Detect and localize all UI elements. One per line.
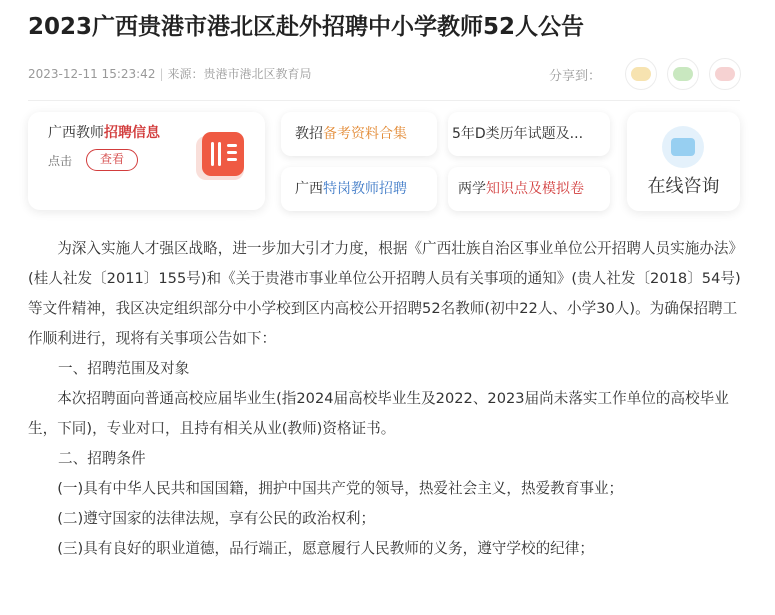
section-heading: 一、招聘范围及对象: [58, 360, 190, 377]
recruitment-info-card[interactable]: [28, 112, 265, 210]
online-consult-card[interactable]: [627, 112, 740, 211]
prep-materials-link[interactable]: 教招备考资料合集: [281, 112, 437, 156]
publish-date: 2023-12-11 15:23:42: [28, 67, 156, 81]
article-title: 2023广西贵港市港北区赴外招聘中小学教师52人公告: [28, 14, 585, 40]
view-button[interactable]: 查看: [86, 149, 138, 171]
article-meta: [28, 64, 312, 84]
knowledge-mock-link[interactable]: 两学知识点及模拟卷: [448, 167, 610, 211]
article-body: [28, 234, 742, 564]
friends-share-icon[interactable]: [667, 58, 699, 90]
share-bar: [549, 58, 741, 90]
source-link[interactable]: 贵港市港北区教育局: [203, 67, 312, 81]
scope-paragraph: 本次招聘面向普通高校应届毕业生(指2024届高校毕业生及2022、2023届尚未落实工作单位的高校毕业生，下同)，专业对口，且持有相关从业(教师)资格证书。: [28, 390, 729, 437]
wechat-share-icon[interactable]: [625, 58, 657, 90]
past-exams-link[interactable]: 5年D类历年试题及...: [448, 112, 610, 156]
section-heading: 二、招聘条件: [58, 450, 146, 467]
click-label: 点击: [48, 154, 73, 168]
special-teacher-link[interactable]: 广西特岗教师招聘: [281, 167, 437, 211]
book-icon: [194, 130, 250, 186]
weibo-share-icon[interactable]: [709, 58, 741, 90]
recruitment-info-title: 广西教师招聘信息: [48, 125, 160, 141]
online-consult-label: 在线咨询: [647, 176, 720, 197]
condition-item: (二)遵守国家的法律法规，享有公民的政治权利；: [57, 510, 376, 527]
condition-item: (三)具有良好的职业道德，品行端正，愿意履行人民教师的义务，遵守学校的纪律；: [57, 540, 594, 557]
meta-separator: |: [159, 67, 164, 81]
source-label: 来源：: [167, 67, 204, 81]
header-divider: [28, 100, 740, 101]
chat-bubble-icon: [662, 126, 704, 168]
share-label: 分享到：: [548, 68, 601, 84]
intro-paragraph: 为深入实施人才强区战略，进一步加大引才力度，根据《广西壮族自治区事业单位公开招聘人员实施办法》(桂人社发〔2011〕155号)和《关于贵港市事业单位公开招聘人员有关事项的通知》(贵人社发〔2018〕54号)等文件精神，我区决定组织部分中小学校到区内高校公开招聘52名教师(初中22人、小学30人)。为确保招聘工作顺利进行，现将有关事项公告如下：: [28, 240, 741, 347]
condition-item: (一)具有中华人民共和国国籍，拥护中国共产党的领导，热爱社会主义，热爱教育事业；: [57, 480, 624, 497]
